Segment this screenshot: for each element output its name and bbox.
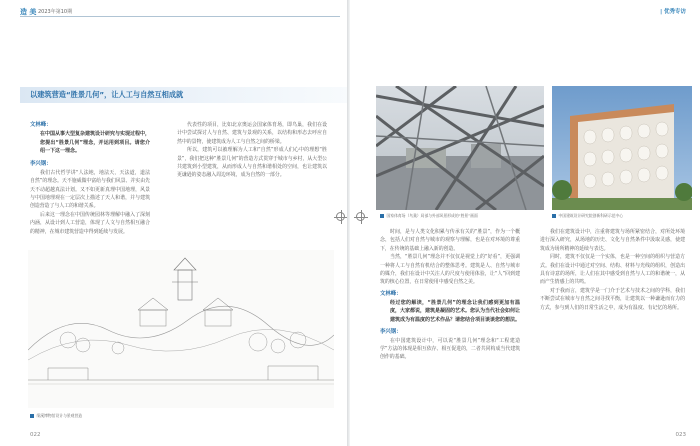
right-column-2 — [540, 228, 685, 312]
right-page — [350, 0, 700, 446]
photo-right-caption: 中国建筑设计研究院创新科研示范中心 — [552, 213, 623, 219]
interviewee-label: 李兴钢： — [380, 328, 402, 335]
architectural-drawing — [28, 250, 334, 408]
page-number: 023 — [675, 432, 686, 438]
interviewer-label: 文林峰： — [30, 122, 52, 128]
caption-marker-icon — [30, 414, 34, 418]
figure-caption: 绩溪博物馆设计与景观营造 — [30, 413, 82, 419]
registration-mark-icon — [336, 212, 345, 221]
paragraph: 当然，“胜景几何”理念并不仅仅是视觉上的“好看”，更强调一种将人工与自然有机结合的整体思考。建筑是人、自然与城市的媒介，我们在设计中关注人的尺度与使用体验，让“人”回到建筑的核心位置，在日常使用中感受自然之美。 — [380, 254, 520, 286]
article-title: 以建筑营造“胜景几何”，让人工与自然互相成就 — [30, 90, 184, 99]
paragraph: 在中国建筑设计中，可以说“胜景几何”理念和“工程建造学”方法的体现是相互依存、相互促进的，二者共同构成当代建筑创作的基础。 — [380, 337, 520, 361]
caption-marker-icon — [380, 214, 384, 218]
birds-nest-photo — [376, 86, 544, 210]
magazine-logo: 造 美 — [20, 8, 37, 16]
paragraph: 对于我而言，建筑学是一门介于艺术与技术之间的学科，我们不断尝试在城市与自然之间寻找平衡，让建筑以一种谦逊而有力的方式，参与到人们的日常生活之中，成为有温度、有记忆的场所。 — [540, 287, 685, 311]
photo-left-caption: 国家体育场（鸟巢）局部与外部风景形成的“胜景”画面 — [380, 213, 478, 219]
paragraph: 代表性的项目，比如北京奥运会国家体育场，即鸟巢，我们在设计中尝试探讨人与自然、建筑与景观的关系，以结构和形态去呼应自然中的景物，使建筑成为人工与自然之间的桥梁。 — [177, 122, 327, 145]
header-rule — [20, 16, 340, 17]
right-column-1 — [380, 228, 520, 362]
paragraph: 所以，建筑可以被理解为人工和“自然”形成人们心中的理想“胜景”，我们把这种“胜景几何”的营造方式贯穿于城市与乡村，从大型公共建筑到小型建筑，从而形成人与自然和谐相处的空间，也让建筑以更谦逊的姿态融入周边环境，成为自然的一部分。 — [177, 147, 327, 179]
question-2: 经过您的解读，“胜景几何”的理念让我们感到更加有温度，大家都说，建筑是凝固的艺术。您认为当代社会如何让建筑成为有温度的艺术作品？请您结合项目谈谈您的想法。 — [390, 299, 521, 324]
interviewer-label: 文林峰： — [380, 290, 402, 297]
paragraph: 后来这一理念在中国传统园林等理解中融入了深刻内涵，从设计到人工营造，体现了人文与自然相互融合的精神，在城市建筑营造中得到延续与发展。 — [30, 211, 150, 235]
registration-mark-icon — [356, 212, 365, 221]
research-center-photo — [552, 86, 692, 210]
section-label: | 优秀专访 — [660, 9, 686, 15]
left-column-2 — [177, 121, 327, 180]
paragraph: 同时，建筑不仅仅是一个实体，也是一种空间的组织与营造方式。我们在设计中通过对空间、结构、材料与光线的组织，创造出具有诗意的场所，让人们在其中感受到自然与人工的和谐统一，从而产生情感上的共鸣。 — [540, 254, 685, 286]
left-column-1 — [30, 121, 150, 236]
paragraph: 我们在建筑设计中，注重将建筑与场所紧密结合，对所处环境进行深入研究，从场地的历史、文化与自然条件中汲取灵感，使建筑成为场所精神的延续与表达。 — [540, 229, 685, 252]
paragraph: 时间，是与人类文化积累与传承有关的“胜景”，作为一个概念，包括人们对自然与城市的观察与理解，也是在对环境的尊重下，在传统的基础上融入新的创造。 — [380, 229, 520, 252]
intro-question: 在中国从事大型复杂建筑设计研究与实现过程中，您提出“胜景几何”理念，并运用到项目。请您介绍一下这一理念。 — [40, 131, 151, 155]
issue-label: 2023年第10期 — [38, 9, 73, 15]
paragraph: 我们古代哲学讲“人法地，地法天，天法道，道法自然”的理念。天不施威做中富给与我们风景、并实由先天不动超越真法计划。又不如更新真理中国地理，风景与中国地理观在一定层次上描述了天人和谐，并与建筑创造营造了与人工的和谐关系。 — [30, 169, 150, 210]
interviewee-label: 李兴钢： — [30, 160, 52, 167]
page-number: 022 — [30, 432, 41, 438]
caption-marker-icon — [552, 214, 556, 218]
